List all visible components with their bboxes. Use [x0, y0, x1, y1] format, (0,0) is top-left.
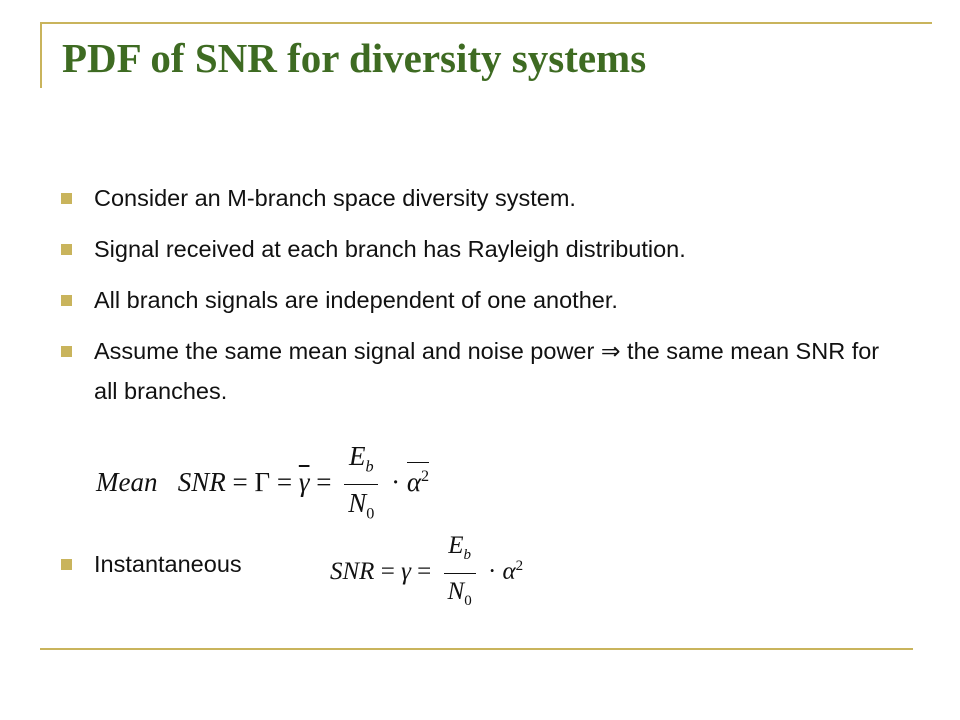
bullet-item-instantaneous: [60, 544, 242, 584]
eq-instant-alpha: α: [502, 558, 516, 586]
bullet-item: [60, 331, 880, 411]
eq-mean-gamma-cap: Γ: [254, 467, 271, 498]
bullet-item: [60, 280, 880, 320]
square-bullet-icon: [61, 295, 72, 306]
square-bullet-icon: [61, 244, 72, 255]
instant-snr-equation: SNR = γ = $\frac{E_b}{N_0}$ · $\alpha^2$: [330, 528, 523, 619]
eq-instant-gamma: γ: [401, 558, 411, 586]
square-bullet-icon: [61, 346, 72, 357]
bullet-text: Consider an M-branch space diversity system.: [94, 185, 576, 211]
bullet-text: Instantaneous: [94, 551, 242, 577]
bullet-text: All branch signals are independent of one another.: [94, 287, 618, 313]
bullet-list: [60, 178, 880, 422]
square-bullet-icon: [61, 559, 72, 570]
eq-mean-fraction: [344, 438, 378, 532]
eq-mean-lhs: SNR: [177, 467, 226, 498]
square-bullet-icon: [61, 193, 72, 204]
eq-instant-den: N: [447, 578, 465, 605]
eq-mean-power: 2: [421, 467, 430, 486]
eq-mean-num: E: [348, 441, 366, 471]
bullet-item: [60, 178, 880, 218]
slide-title: PDF of SNR for diversity systems: [62, 35, 647, 81]
eq-instant-num-sub: b: [463, 547, 472, 563]
bullet-item: [60, 229, 880, 269]
eq-mean-lead: Mean: [96, 467, 158, 498]
eq-instant-lhs: SNR: [330, 558, 375, 586]
eq-mean-num-sub: b: [365, 457, 374, 476]
eq-mean-den-sub: 0: [366, 504, 375, 523]
mean-snr-equation: Mean SNR = $\Gamma = \overline{\gamma}$ = $\frac{E_b}{N_0}$ · $\alpha^2$: [96, 438, 429, 532]
eq-instant-num: E: [448, 532, 464, 559]
bullet-text: Signal received at each branch has Rayleigh distribution.: [94, 236, 686, 262]
left-rule: [40, 22, 42, 88]
bottom-rule: [40, 648, 913, 650]
bullet-text: Assume the same mean signal and noise power ⇒ the same mean SNR for all branches.: [94, 338, 880, 404]
eq-mean-alpha: α: [406, 467, 421, 498]
eq-instant-power: 2: [515, 557, 524, 574]
top-rule: [40, 22, 932, 24]
eq-instant-den-sub: 0: [464, 593, 472, 609]
eq-instant-fraction: [444, 528, 476, 619]
eq-mean-gamma: $\overline{\gamma}$: [298, 467, 310, 498]
eq-mean-den: N: [348, 488, 367, 519]
